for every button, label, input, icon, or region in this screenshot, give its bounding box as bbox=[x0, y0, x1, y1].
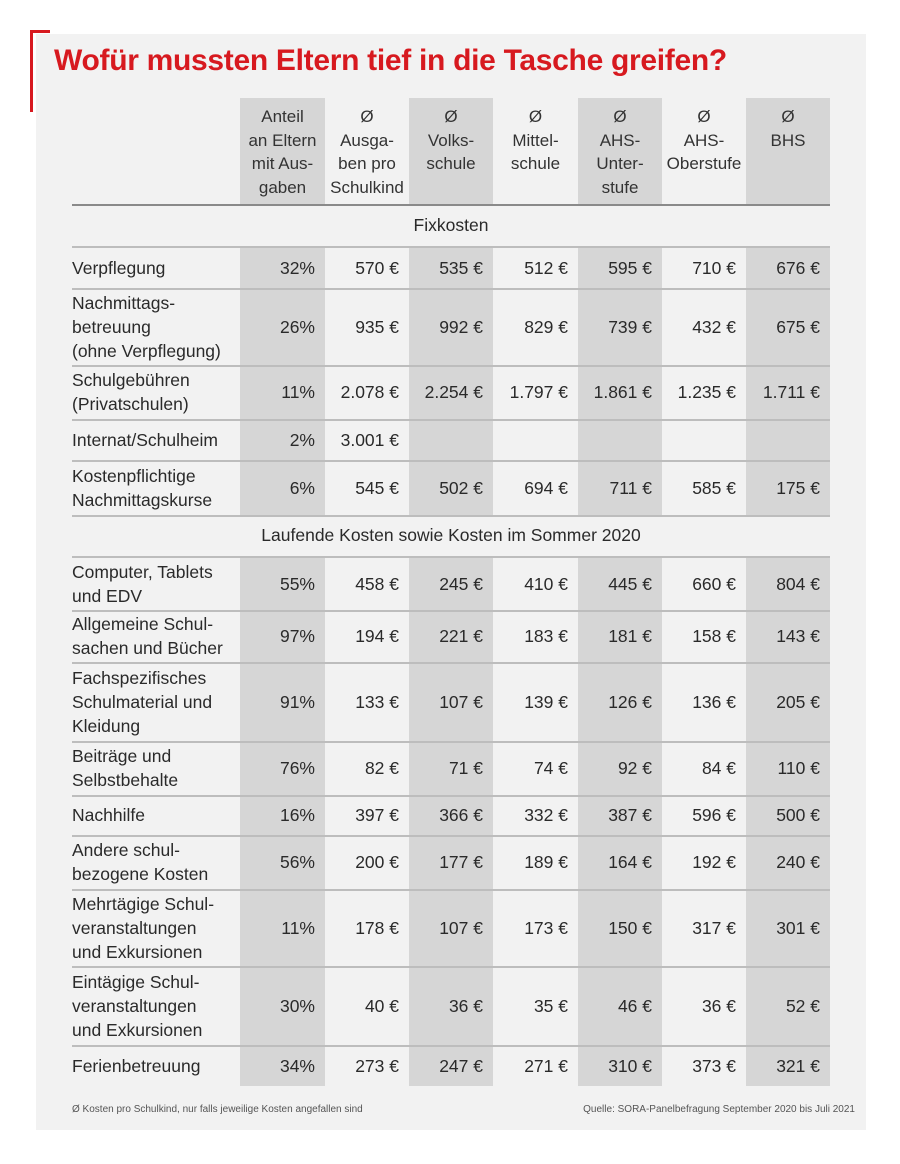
table-cell: 1.235 € bbox=[677, 382, 736, 402]
table-cell: 458 € bbox=[355, 574, 399, 594]
table-cell: 6% bbox=[289, 478, 315, 498]
row-label: Allgemeine Schul- sachen und Bücher bbox=[72, 614, 223, 658]
table-cell: 410 € bbox=[524, 574, 568, 594]
row-label: Beiträge und Selbstbehalte bbox=[72, 746, 179, 790]
table-cell: 35 € bbox=[533, 996, 568, 1016]
table-cell: 143 € bbox=[776, 626, 820, 646]
table-cell: 36 € bbox=[701, 996, 736, 1016]
table-cell: 660 € bbox=[692, 574, 736, 594]
table-cell: 2% bbox=[289, 430, 315, 450]
table-cell: 34% bbox=[279, 1056, 315, 1076]
row-label: Eintägige Schul- veranstaltungen und Exkursionen bbox=[72, 972, 203, 1040]
row-label: Internat/Schulheim bbox=[72, 430, 218, 450]
table-cell: 992 € bbox=[439, 317, 483, 337]
row-divider bbox=[72, 460, 830, 462]
table-cell: 675 € bbox=[776, 317, 820, 337]
section-title: Fixkosten bbox=[413, 215, 489, 235]
table-cell: 512 € bbox=[524, 258, 568, 278]
table-cell: 739 € bbox=[608, 317, 652, 337]
column-header: Ø AHS- Unter- stufe bbox=[596, 107, 644, 197]
table-cell: 26% bbox=[279, 317, 315, 337]
table-cell: 595 € bbox=[608, 258, 652, 278]
row-label: Fachspezifisches Schulmaterial und Kleidung bbox=[72, 668, 213, 736]
table-cell: 366 € bbox=[439, 805, 483, 825]
row-label: Schulgebühren (Privatschulen) bbox=[72, 370, 190, 414]
table-cell: 91% bbox=[279, 692, 315, 712]
section-divider bbox=[72, 556, 830, 558]
row-label: Nachmittags- betreuung (ohne Verpflegung) bbox=[72, 293, 221, 361]
table-cell: 181 € bbox=[608, 626, 652, 646]
row-label: Mehrtägige Schul- veranstaltungen und Exkursionen bbox=[72, 894, 215, 962]
table-cell: 173 € bbox=[524, 918, 568, 938]
row-divider bbox=[72, 1045, 830, 1047]
table-cell: 373 € bbox=[692, 1056, 736, 1076]
table-cell: 3.001 € bbox=[340, 430, 399, 450]
table-cell: 192 € bbox=[692, 852, 736, 872]
row-divider bbox=[72, 365, 830, 367]
table-cell: 158 € bbox=[692, 626, 736, 646]
table-cell: 150 € bbox=[608, 918, 652, 938]
table-cell: 711 € bbox=[609, 478, 652, 498]
table-cell: 570 € bbox=[355, 258, 399, 278]
table-cell: 935 € bbox=[355, 317, 399, 337]
table-cell: 694 € bbox=[524, 478, 568, 498]
table-cell: 126 € bbox=[608, 692, 652, 712]
table-cell: 30% bbox=[279, 996, 315, 1016]
table-cell: 82 € bbox=[364, 758, 399, 778]
table-cell: 321 € bbox=[776, 1056, 820, 1076]
table-cell: 310 € bbox=[608, 1056, 652, 1076]
table-cell: 55% bbox=[279, 574, 315, 594]
table-cell: 317 € bbox=[692, 918, 736, 938]
table-cell: 535 € bbox=[439, 258, 483, 278]
table-cell: 240 € bbox=[776, 852, 820, 872]
table-cell: 74 € bbox=[533, 758, 568, 778]
column-header: Ø Mittel- schule bbox=[510, 107, 561, 173]
row-divider bbox=[72, 966, 830, 968]
row-label: Verpflegung bbox=[72, 258, 166, 278]
table-cell: 205 € bbox=[776, 692, 820, 712]
table-cell: 107 € bbox=[439, 692, 483, 712]
row-divider bbox=[72, 662, 830, 664]
table-cell: 397 € bbox=[355, 805, 399, 825]
table-cell: 445 € bbox=[608, 574, 652, 594]
table-cell: 177 € bbox=[439, 852, 483, 872]
section-divider bbox=[72, 515, 830, 517]
table-cell: 545 € bbox=[355, 478, 399, 498]
row-divider bbox=[72, 889, 830, 891]
row-label: Nachhilfe bbox=[72, 805, 145, 825]
table-cell: 332 € bbox=[524, 805, 568, 825]
row-divider bbox=[72, 419, 830, 421]
table-cell: 133 € bbox=[355, 692, 399, 712]
table-cell: 596 € bbox=[692, 805, 736, 825]
table-cell: 183 € bbox=[524, 626, 568, 646]
table-cell: 500 € bbox=[776, 805, 820, 825]
table-cell: 175 € bbox=[776, 478, 820, 498]
table-cell: 676 € bbox=[776, 258, 820, 278]
title-accent-bar bbox=[30, 30, 50, 33]
footnote-left: Ø Kosten pro Schulkind, nur falls jeweilige Kosten angefallen sind bbox=[72, 1104, 363, 1115]
table-cell: 247 € bbox=[439, 1056, 483, 1076]
row-label: Ferienbetreuung bbox=[72, 1056, 201, 1076]
title-accent-bracket bbox=[30, 30, 33, 112]
table-cell: 273 € bbox=[355, 1056, 399, 1076]
table-cell: 2.078 € bbox=[340, 382, 399, 402]
row-label: Andere schul- bezogene Kosten bbox=[72, 840, 209, 884]
table-cell: 1.797 € bbox=[509, 382, 568, 402]
table-cell: 804 € bbox=[776, 574, 820, 594]
table-cell: 194 € bbox=[355, 626, 399, 646]
table-cell: 245 € bbox=[439, 574, 483, 594]
table-cell: 11% bbox=[281, 918, 315, 938]
row-label: Kostenpflichtige Nachmittagskurse bbox=[72, 466, 213, 510]
table-cell: 32% bbox=[279, 258, 315, 278]
table-cell: 271 € bbox=[524, 1056, 568, 1076]
table-cell: 178 € bbox=[355, 918, 399, 938]
table-cell: 387 € bbox=[608, 805, 652, 825]
row-label: Computer, Tablets und EDV bbox=[72, 562, 213, 606]
row-divider bbox=[72, 795, 830, 797]
table-cell: 136 € bbox=[692, 692, 736, 712]
table-cell: 84 € bbox=[701, 758, 736, 778]
table-cell: 92 € bbox=[617, 758, 652, 778]
table-cell: 139 € bbox=[524, 692, 568, 712]
table-cell: 97% bbox=[279, 626, 315, 646]
table-cell: 71 € bbox=[448, 758, 483, 778]
table-cell: 1.711 € bbox=[762, 382, 820, 402]
row-divider bbox=[72, 835, 830, 837]
table-cell: 710 € bbox=[692, 258, 736, 278]
page-title: Wofür mussten Eltern tief in die Tasche greifen? bbox=[54, 44, 727, 77]
row-divider bbox=[72, 741, 830, 743]
table-cell: 432 € bbox=[692, 317, 736, 337]
footnote-source: Quelle: SORA-Panelbefragung September 2020 bis Juli 2021 bbox=[583, 1104, 855, 1115]
column-header: Ø Volks- schule bbox=[426, 107, 476, 173]
table-cell: 46 € bbox=[617, 996, 652, 1016]
table-cell: 585 € bbox=[692, 478, 736, 498]
table-cell: 110 € bbox=[777, 758, 820, 778]
table-cell: 56% bbox=[279, 852, 315, 872]
table-cell: 301 € bbox=[776, 918, 820, 938]
table-cell: 164 € bbox=[608, 852, 652, 872]
table-cell: 502 € bbox=[439, 478, 483, 498]
table-cell: 189 € bbox=[524, 852, 568, 872]
section-title: Laufende Kosten sowie Kosten im Sommer 2020 bbox=[261, 525, 641, 545]
table-cell: 2.254 € bbox=[424, 382, 483, 402]
table-cell: 200 € bbox=[355, 852, 399, 872]
table-cell: 76% bbox=[279, 758, 315, 778]
table-cell: 829 € bbox=[524, 317, 568, 337]
table-cell: 36 € bbox=[448, 996, 483, 1016]
column-header: Ø BHS bbox=[770, 107, 806, 150]
table-cell: 52 € bbox=[785, 996, 820, 1016]
table-cell: 1.861 € bbox=[593, 382, 652, 402]
table-cell: 16% bbox=[279, 805, 315, 825]
section-divider bbox=[72, 246, 830, 248]
column-header: Anteil an Eltern mit Aus- gaben bbox=[248, 107, 317, 197]
table-cell: 11% bbox=[281, 382, 315, 402]
table-cell: 107 € bbox=[439, 918, 483, 938]
table-cell: 40 € bbox=[364, 996, 399, 1016]
column-header: Ø Ausga- ben pro Schulkind bbox=[330, 107, 404, 197]
column-header: Ø AHS- Oberstufe bbox=[666, 107, 742, 173]
header-divider bbox=[72, 204, 830, 206]
table-cell: 221 € bbox=[439, 626, 483, 646]
row-divider bbox=[72, 288, 830, 290]
